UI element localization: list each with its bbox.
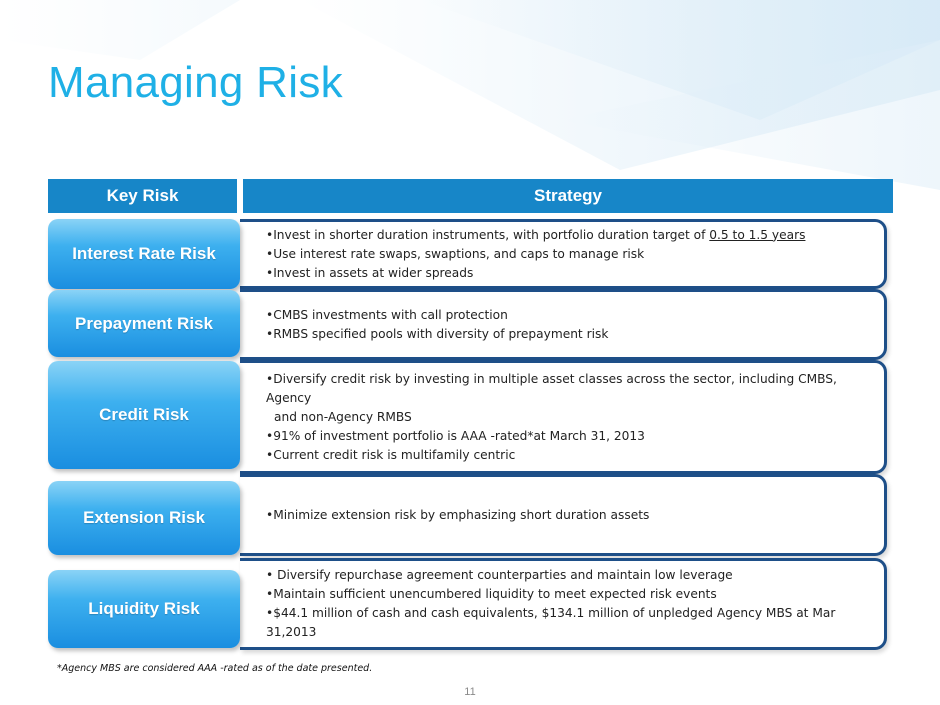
footnote: *Agency MBS are considered AAA -rated as of the date presented. xyxy=(57,663,373,674)
strategy-box-liquidity xyxy=(240,558,887,650)
strategy-item: •Invest in assets at wider spreads xyxy=(266,265,474,280)
duration-target: 0.5 to 1.5 years xyxy=(709,227,806,242)
risk-interest-rate: Interest Rate Risk xyxy=(48,219,240,289)
risk-liquidity: Liquidity Risk xyxy=(48,570,240,648)
strategy-item: •CMBS investments with call protection xyxy=(266,307,508,322)
strategy-box-credit xyxy=(240,360,887,474)
strategy-item: •Invest in shorter duration instruments, with portfolio duration target of 0.5 to 1.5 years xyxy=(266,227,806,242)
strategy-box-extension xyxy=(240,474,887,556)
strategy-item: • Diversify repurchase agreement counterparties and maintain low leverage xyxy=(266,568,733,582)
risk-credit: Credit Risk xyxy=(48,361,240,469)
strategy-item: •RMBS specified pools with diversity of prepayment risk xyxy=(266,326,609,341)
strategy-item: •Diversify credit risk by investing in multiple asset classes across the sector, including CMBS, Agency and non-Agency RMBS xyxy=(266,371,837,424)
risk-prepayment: Prepayment Risk xyxy=(48,290,240,357)
strategy-item: •91% of investment portfolio is AAA -rated*at March 31, 2013 xyxy=(266,428,645,443)
strategy-header: Strategy xyxy=(243,179,893,213)
page-title: Managing Risk xyxy=(48,58,343,107)
strategy-box-interest-rate xyxy=(240,219,887,289)
strategy-item: •Use interest rate swaps, swaptions, and caps to manage risk xyxy=(266,246,645,261)
strategy-item: •Minimize extension risk by emphasizing short duration assets xyxy=(266,507,650,522)
strategy-item: •$44.1 million of cash and cash equivalents, $134.1 million of unpledged Agency MBS at Mar 31,2013 xyxy=(266,606,836,639)
strategy-box-prepayment xyxy=(240,289,887,360)
risk-extension: Extension Risk xyxy=(48,481,240,555)
strategy-item: •Maintain sufficient unencumbered liquidity to meet expected risk events xyxy=(266,587,717,601)
key-risk-header: Key Risk xyxy=(48,179,237,213)
strategy-item: •Current credit risk is multifamily centric xyxy=(266,447,516,462)
page-number: 11 xyxy=(464,686,476,698)
